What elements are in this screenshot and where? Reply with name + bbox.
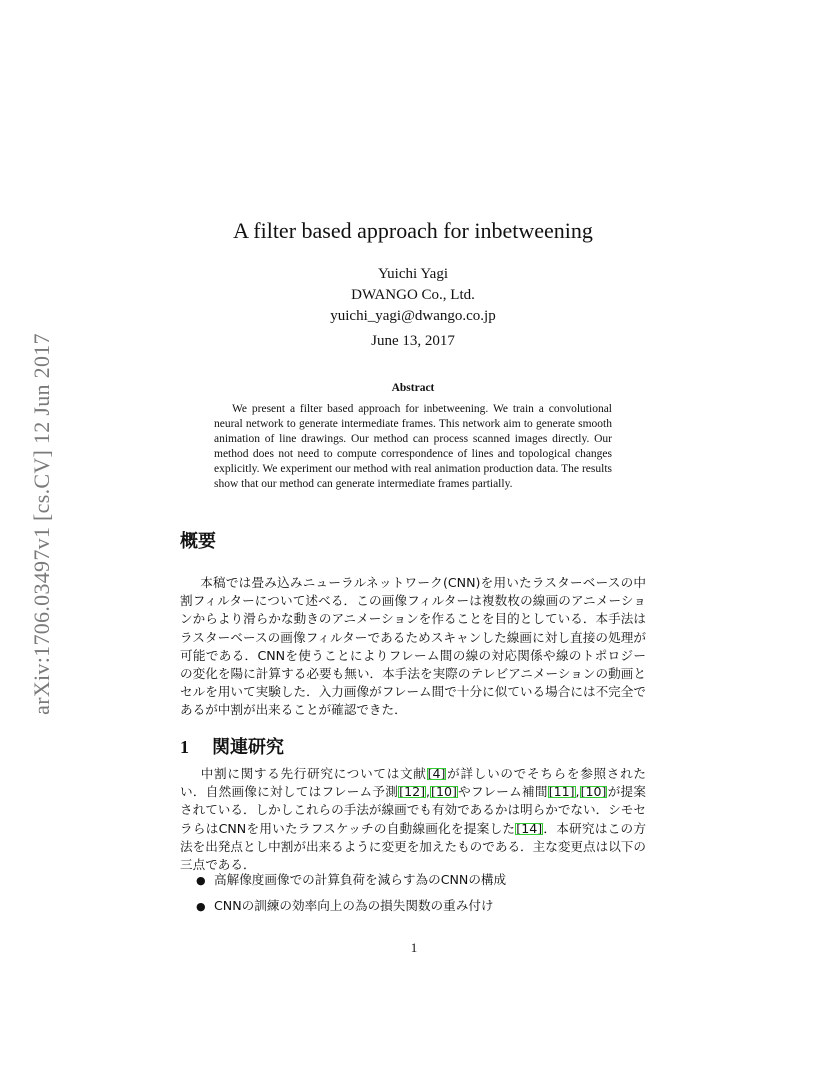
citation-separator: , (575, 784, 580, 800)
list-item-text: CNNの訓練の効率向上の為の損失関数の重み付け (214, 898, 494, 913)
paper-date: June 13, 2017 (371, 333, 455, 349)
body-text-segment: やフレーム補間 (457, 784, 548, 800)
citation-link[interactable]: [14] (516, 820, 543, 836)
author-affiliation: DWANGO Co., Ltd. (351, 287, 475, 303)
paper-title: A filter based approach for inbetweening (233, 218, 593, 243)
section-1-body (180, 765, 646, 874)
abstract-heading: Abstract (391, 382, 435, 394)
section-title: 関連研究 (212, 737, 284, 758)
body-text-segment: 中割に関する先行研究については文献 (200, 766, 427, 781)
changes-list (196, 871, 646, 923)
overview-body (180, 574, 646, 720)
author-name: Yuichi Yagi (377, 266, 448, 282)
body-text-segment: ．本研究はこの方法を出発点とし中割が出来るように変更を加えたものである．主な変更点は以下の三点である． (180, 820, 646, 873)
abstract-text: We present a filter based approach for inbetweening. We train a convolutional neural network to generate intermediate frames. This network aim to generate smooth animation of line drawings. Our method can process scanned images directly. Our method does not need to compute correspondence of lines and topological changes explicitly. We experiment our method with real animation production data. The results show that our method can generate intermediate frames partially. (214, 403, 612, 490)
body-text-segment: が提案されている．しかしこれらの手法が線画でも有効であるかは明らかでない．シモセラらはCNNを用いたラフスケッチの自動線画化を提案した (180, 784, 647, 836)
page-number: 1 (410, 940, 418, 955)
abstract-body (214, 402, 612, 492)
bullet-icon: ● (196, 874, 206, 887)
citation-link[interactable]: [12] (399, 784, 426, 800)
list-item (196, 897, 646, 923)
author-block (180, 264, 646, 327)
overview-text: 本稿では畳み込みニューラルネットワーク(CNN)を用いたラスターベースの中割フィルターについて述べる．この画像フィルターは複数枚の線画のアニメーションからより滑らかな動きのアニメーションを作ることを目的としている．本手法はラスターベースの画像フィルターであるためスキャンした線画に対し直接の処理が可能である．CNNを使うことによりフレーム間の線の対応関係や線のトポロジーの変化を陽に計算する必要も無い．本手法を実際のテレビアニメーションの動画とセルを用いて実験した．入力画像がフレーム間で十分に似ている場合には不完全であるが中割が出来ることが確認できた． (180, 575, 646, 718)
section-1-heading (180, 733, 284, 759)
arxiv-identifier: arXiv:1706.03497v1 [cs.CV] 12 Jun 2017 (29, 333, 54, 715)
list-item (196, 871, 646, 897)
bullet-icon: ● (196, 900, 206, 913)
citation-link[interactable]: [10] (580, 784, 607, 800)
body-text-segment: が詳しいのでそちらを参照されたい．自然画像に対してはフレーム予測 (180, 766, 646, 800)
citation-separator: , (426, 784, 431, 800)
citation-link[interactable]: [10] (431, 784, 457, 800)
citation-link[interactable]: [4] (427, 766, 446, 781)
list-item-text: 高解像度画像での計算負荷を減らす為のCNNの構成 (214, 872, 507, 887)
section-number: 1 (180, 737, 189, 757)
author-email[interactable]: yuichi_yagi@dwango.co.jp (330, 308, 496, 324)
overview-heading: 概要 (180, 531, 216, 552)
citation-link[interactable]: [11] (548, 784, 575, 800)
